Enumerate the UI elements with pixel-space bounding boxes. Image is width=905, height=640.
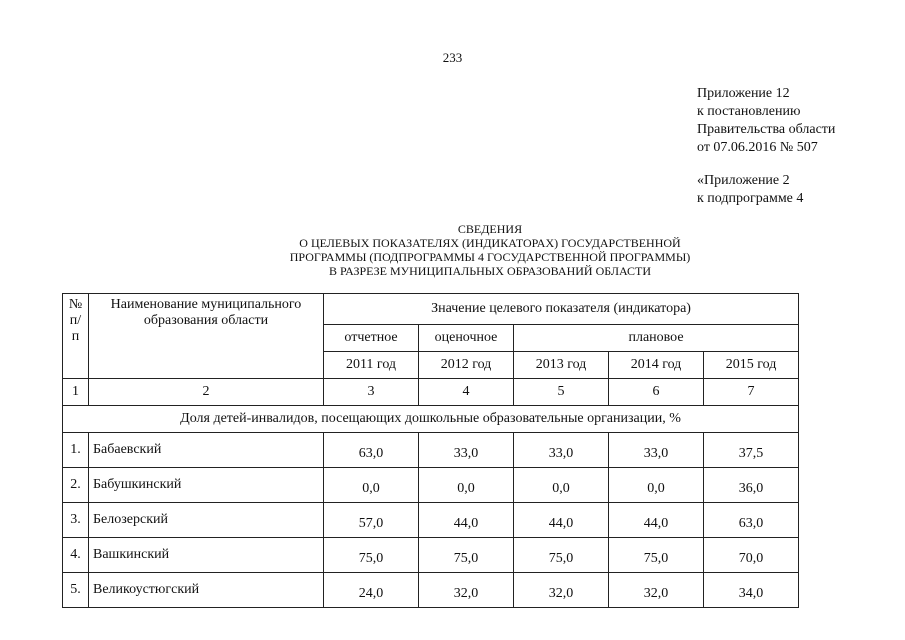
appendix-line: от 07.06.2016 № 507 — [697, 140, 818, 155]
col-number: 4 — [419, 379, 514, 406]
appendix-2-line: к подпрограмме 4 — [697, 191, 804, 206]
appendix-block — [697, 85, 835, 157]
appendix-line: Приложение 12 — [697, 86, 790, 101]
indicator-value: 75,0 — [609, 538, 704, 573]
table-row — [63, 468, 799, 503]
indicator-value: 36,0 — [704, 468, 799, 503]
header-name: Наименование муниципального образования области — [89, 294, 324, 379]
table-row — [63, 433, 799, 468]
indicator-value: 32,0 — [419, 573, 514, 608]
indicator-value: 33,0 — [514, 433, 609, 468]
col-number: 1 — [63, 379, 89, 406]
indicator-value: 32,0 — [514, 573, 609, 608]
col-number: 3 — [324, 379, 419, 406]
indicator-value: 75,0 — [419, 538, 514, 573]
indicator-value: 34,0 — [704, 573, 799, 608]
heading-line: О ЦЕЛЕВЫХ ПОКАЗАТЕЛЯХ (ИНДИКАТОРАХ) ГОСУДАРСТВЕННОЙ — [299, 236, 681, 250]
row-number: 2. — [63, 468, 89, 503]
indicator-value: 24,0 — [324, 573, 419, 608]
header-year: 2014 год — [609, 352, 704, 379]
header-year: 2012 год — [419, 352, 514, 379]
header-planned: плановое — [514, 325, 799, 352]
indicator-value: 32,0 — [609, 573, 704, 608]
indicator-value: 70,0 — [704, 538, 799, 573]
indicator-value: 63,0 — [704, 503, 799, 538]
indicator-value: 0,0 — [419, 468, 514, 503]
document-heading — [180, 222, 800, 278]
heading-line: СВЕДЕНИЯ — [457, 222, 523, 236]
table-row — [63, 573, 799, 608]
col-number: 5 — [514, 379, 609, 406]
heading-line: В РАЗРЕЗЕ МУНИЦИПАЛЬНЫХ ОБРАЗОВАНИЙ ОБЛАСТИ — [328, 264, 652, 278]
appendix-2-block — [697, 172, 803, 208]
appendix-line: к постановлению — [697, 104, 801, 119]
col-number: 2 — [89, 379, 324, 406]
row-number: 3. — [63, 503, 89, 538]
indicator-value: 57,0 — [324, 503, 419, 538]
indicator-value: 63,0 — [324, 433, 419, 468]
page-number: 233 — [442, 50, 463, 65]
header-value-group: Значение целевого показателя (индикатора) — [324, 294, 799, 325]
header-year: 2013 год — [514, 352, 609, 379]
indicator-value: 75,0 — [514, 538, 609, 573]
header-year: 2015 год — [704, 352, 799, 379]
indicator-value: 33,0 — [609, 433, 704, 468]
appendix-2-line: «Приложение 2 — [697, 173, 790, 188]
header-estimated: оценочное — [419, 325, 514, 352]
indicator-value: 33,0 — [419, 433, 514, 468]
col-number: 7 — [704, 379, 799, 406]
indicator-value: 37,5 — [704, 433, 799, 468]
appendix-line: Правительства области — [697, 122, 836, 137]
table-row — [63, 503, 799, 538]
municipality-name: Бабаевский — [89, 433, 324, 468]
indicator-value: 0,0 — [609, 468, 704, 503]
col-number: 6 — [609, 379, 704, 406]
heading-line: ПРОГРАММЫ (ПОДПРОГРАММЫ 4 ГОСУДАРСТВЕННОЙ ПРОГРАММЫ) — [289, 250, 691, 264]
indicator-value: 44,0 — [419, 503, 514, 538]
indicator-value: 44,0 — [514, 503, 609, 538]
indicator-value: 0,0 — [514, 468, 609, 503]
indicators-table — [62, 293, 799, 608]
row-number: 4. — [63, 538, 89, 573]
municipality-name: Вашкинский — [89, 538, 324, 573]
indicator-value: 0,0 — [324, 468, 419, 503]
header-year: 2011 год — [324, 352, 419, 379]
row-number: 5. — [63, 573, 89, 608]
municipality-name: Великоустюгский — [89, 573, 324, 608]
indicator-value: 75,0 — [324, 538, 419, 573]
section-title: Доля детей-инвалидов, посещающих дошкольные образовательные организации, % — [63, 406, 799, 433]
table-row — [63, 538, 799, 573]
header-num: № п/п — [63, 294, 89, 379]
row-number: 1. — [63, 433, 89, 468]
indicator-value: 44,0 — [609, 503, 704, 538]
municipality-name: Белозерский — [89, 503, 324, 538]
municipality-name: Бабушкинский — [89, 468, 324, 503]
header-reported: отчетное — [324, 325, 419, 352]
